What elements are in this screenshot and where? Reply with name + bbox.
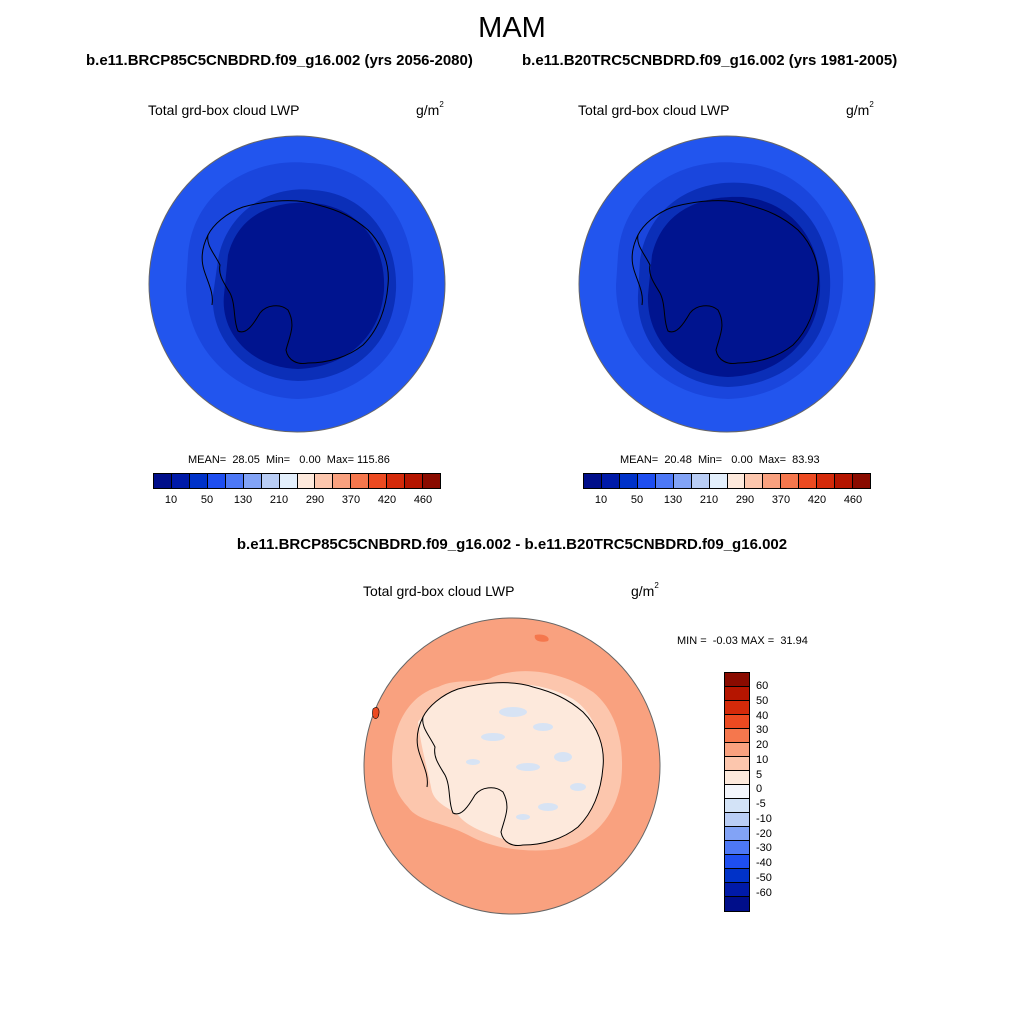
- colorbar-label: 210: [699, 494, 719, 506]
- colorbar-swatch: [333, 474, 351, 488]
- colorbar-swatch: [692, 474, 710, 488]
- colorbar-label: 10: [594, 494, 608, 506]
- diff-coastal-blob: [372, 707, 379, 718]
- colorbar-swatch: [674, 474, 692, 488]
- difference-polar-map: [363, 617, 661, 915]
- colorbar-swatch: [620, 474, 638, 488]
- colorbar-swatch: [190, 474, 208, 488]
- difference-variable-label: Total grd-box cloud LWP: [363, 583, 515, 599]
- colorbar-label: 10: [756, 753, 769, 766]
- colorbar-label: 50: [630, 494, 644, 506]
- left-run-title: b.e11.BRCP85C5CNBDRD.f09_g16.002 (yrs 2056-2080): [86, 52, 473, 69]
- right-units-label: $g/m^2$: [846, 100, 874, 118]
- left-stats: MEAN= 28.05 Min= 0.00 Max= 115.86: [188, 454, 390, 466]
- colorbar-label: 210: [269, 494, 289, 506]
- colorbar-label: 460: [843, 494, 863, 506]
- colorbar-swatch: [638, 474, 656, 488]
- colorbar-swatch: [725, 813, 749, 827]
- colorbar-swatch: [725, 855, 749, 869]
- left-colorbar-labels: [153, 494, 441, 508]
- colorbar-label: 20: [756, 739, 769, 751]
- colorbar-swatch: [656, 474, 674, 488]
- colorbar-swatch: [725, 687, 749, 701]
- colorbar-swatch: [799, 474, 817, 488]
- season-title: MAM: [478, 12, 546, 44]
- left-polar-map: [148, 135, 446, 433]
- colorbar-label: -40: [756, 857, 772, 869]
- colorbar-swatch: [351, 474, 369, 488]
- difference-colorbar: [724, 672, 750, 912]
- colorbar-label: 420: [807, 494, 827, 506]
- colorbar-swatch: [835, 474, 853, 488]
- right-run-title: b.e11.B20TRC5CNBDRD.f09_g16.002 (yrs 1981-2005): [522, 52, 898, 69]
- colorbar-swatch: [602, 474, 620, 488]
- colorbar-swatch: [725, 827, 749, 841]
- left-variable-label: Total grd-box cloud LWP: [148, 102, 300, 118]
- right-variable-label: Total grd-box cloud LWP: [578, 102, 730, 118]
- colorbar-swatch: [208, 474, 226, 488]
- colorbar-swatch: [725, 673, 749, 687]
- right-colorbar: [583, 473, 871, 489]
- colorbar-swatch: [853, 474, 870, 488]
- difference-colorbar-labels: [756, 672, 796, 912]
- colorbar-swatch: [817, 474, 835, 488]
- colorbar-swatch: [725, 799, 749, 813]
- colorbar-label: 30: [756, 724, 769, 737]
- colorbar-swatch: [315, 474, 333, 488]
- colorbar-label: -20: [756, 827, 772, 840]
- colorbar-label: -50: [756, 871, 772, 884]
- colorbar-label: -30: [756, 842, 772, 855]
- colorbar-swatch: [725, 897, 749, 911]
- colorbar-swatch: [725, 841, 749, 855]
- colorbar-swatch: [725, 771, 749, 785]
- right-stats: MEAN= 20.48 Min= 0.00 Max= 83.93: [620, 454, 820, 466]
- colorbar-swatch: [423, 474, 440, 488]
- colorbar-swatch: [725, 883, 749, 897]
- right-ring-4: [648, 197, 820, 377]
- colorbar-label: 130: [233, 494, 253, 506]
- colorbar-swatch: [280, 474, 298, 488]
- colorbar-label: 0: [756, 783, 763, 796]
- left-colorbar: [153, 473, 441, 489]
- difference-stats: MIN = -0.03 MAX = 31.94: [677, 635, 808, 647]
- colorbar-swatch: [369, 474, 387, 488]
- colorbar-swatch: [725, 729, 749, 743]
- colorbar-label: 290: [735, 494, 755, 506]
- right-colorbar-labels: [583, 494, 871, 508]
- colorbar-swatch: [298, 474, 316, 488]
- colorbar-label: 50: [200, 494, 214, 506]
- colorbar-swatch: [763, 474, 781, 488]
- colorbar-swatch: [725, 715, 749, 729]
- colorbar-label: 50: [756, 694, 769, 707]
- colorbar-swatch: [745, 474, 763, 488]
- colorbar-swatch: [725, 701, 749, 715]
- colorbar-label: 290: [305, 494, 325, 506]
- colorbar-swatch: [725, 743, 749, 757]
- difference-units-label: $g/m^2$: [631, 581, 659, 599]
- colorbar-label: 460: [413, 494, 433, 506]
- colorbar-swatch: [405, 474, 423, 488]
- colorbar-label: 130: [663, 494, 683, 506]
- colorbar-label: 370: [341, 494, 361, 506]
- colorbar-swatch: [244, 474, 262, 488]
- colorbar-label: 370: [771, 494, 791, 506]
- colorbar-swatch: [710, 474, 728, 488]
- colorbar-label: 60: [756, 680, 769, 692]
- colorbar-label: -10: [756, 812, 772, 825]
- colorbar-swatch: [154, 474, 172, 488]
- colorbar-label: 5: [756, 768, 763, 781]
- colorbar-swatch: [725, 785, 749, 799]
- colorbar-swatch: [172, 474, 190, 488]
- colorbar-label: -5: [756, 798, 766, 810]
- colorbar-swatch: [226, 474, 244, 488]
- difference-title: b.e11.BRCP85C5CNBDRD.f09_g16.002 - b.e11.B20TRC5CNBDRD.f09_g16.002: [236, 536, 788, 553]
- colorbar-label: -60: [756, 886, 772, 899]
- colorbar-swatch: [725, 757, 749, 771]
- colorbar-swatch: [387, 474, 405, 488]
- colorbar-label: 420: [377, 494, 397, 506]
- colorbar-swatch: [781, 474, 799, 488]
- colorbar-label: 10: [164, 494, 178, 506]
- left-ring-4: [224, 203, 384, 369]
- colorbar-swatch: [725, 869, 749, 883]
- colorbar-swatch: [728, 474, 746, 488]
- colorbar-swatch: [584, 474, 602, 488]
- colorbar-label: 40: [756, 709, 769, 722]
- right-polar-map: [578, 135, 876, 433]
- colorbar-swatch: [262, 474, 280, 488]
- left-units-label: $g/m^2$: [416, 100, 444, 118]
